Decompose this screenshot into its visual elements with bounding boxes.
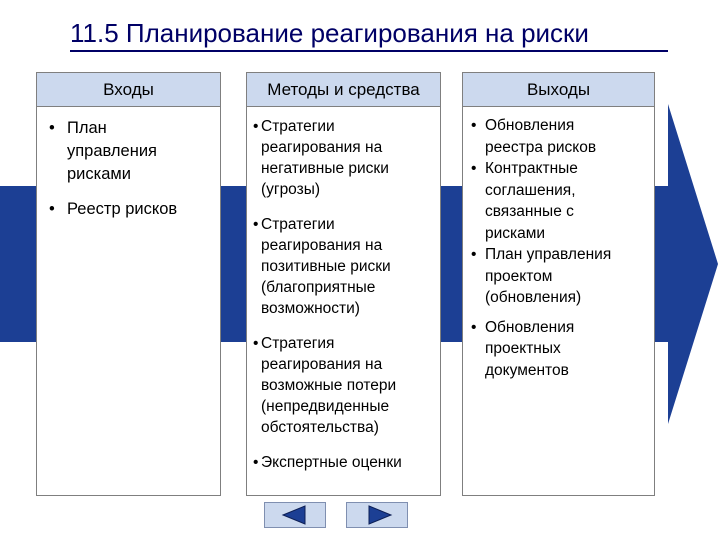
tools-column (246, 72, 441, 496)
outputs-item-document-updates (463, 317, 654, 382)
item-line: соглашения, (485, 181, 576, 199)
tools-item-negative-strategies (247, 116, 440, 200)
bullet: • (49, 200, 55, 218)
item-line: обстоятельства) (261, 419, 379, 436)
item-line: Реестр рисков (67, 200, 178, 218)
outputs-column (462, 72, 655, 496)
item-line: возможности) (261, 300, 360, 317)
item-line: рисками (485, 224, 546, 242)
item-line: Стратегия (261, 335, 335, 352)
tools-item-positive-strategies (247, 214, 440, 319)
inputs-item-risk-register (37, 198, 220, 221)
item-line: проектных (485, 340, 561, 357)
outputs-item-plan-updates (463, 244, 654, 309)
item-line: позитивные риски (261, 258, 391, 275)
bullet: • (471, 160, 477, 177)
item-line: (обновления) (485, 289, 582, 306)
item-line: Экспертные оценки (261, 454, 402, 471)
tools-item-expert-judgment (247, 452, 440, 473)
bullet: • (49, 119, 55, 137)
item-line: возможные потери (261, 377, 397, 394)
bullet: • (253, 118, 259, 135)
next-slide-button[interactable] (346, 502, 408, 528)
item-line: Обновления (485, 318, 575, 336)
triangle-left-icon (265, 503, 325, 527)
inputs-item-risk-plan (37, 117, 220, 186)
item-line: реагирования на (261, 356, 383, 373)
bullet: • (253, 335, 259, 352)
tools-header: Методы и средства (247, 73, 440, 107)
item-line: План (67, 119, 107, 137)
triangle-right-icon (347, 503, 407, 527)
outputs-item-register-updates (463, 115, 654, 158)
inputs-header: Входы (37, 73, 220, 107)
item-line: (угрозы) (261, 181, 321, 198)
item-line: Контрактные (485, 160, 578, 177)
outputs-header: Выходы (463, 73, 654, 107)
item-line: управления (67, 142, 157, 160)
bullet: • (471, 117, 477, 134)
item-line: документов (485, 361, 569, 379)
item-line: (непредвиденные (261, 398, 390, 415)
item-line: Обновления (485, 117, 575, 134)
outputs-item-contracts (463, 158, 654, 244)
item-line: Стратегии (261, 216, 335, 233)
item-line: План управления (485, 246, 612, 263)
item-line: связанные с (485, 203, 574, 220)
item-line: негативные риски (261, 160, 389, 177)
item-line: реестра рисков (485, 138, 597, 156)
page-title: 11.5 Планирование реагирования на риски (70, 18, 589, 48)
bullet: • (471, 246, 477, 263)
tools-item-contingency-strategy (247, 333, 440, 438)
item-line: реагирования на (261, 139, 383, 156)
bullet: • (471, 318, 477, 336)
item-line: Стратегии (261, 118, 335, 135)
bullet: • (253, 454, 259, 471)
inputs-column (36, 72, 221, 496)
item-line: рисками (67, 165, 131, 183)
previous-slide-button[interactable] (264, 502, 326, 528)
item-line: реагирования на (261, 237, 383, 254)
bullet: • (253, 216, 259, 233)
item-line: проектом (485, 267, 553, 285)
item-line: (благоприятные (261, 279, 376, 296)
